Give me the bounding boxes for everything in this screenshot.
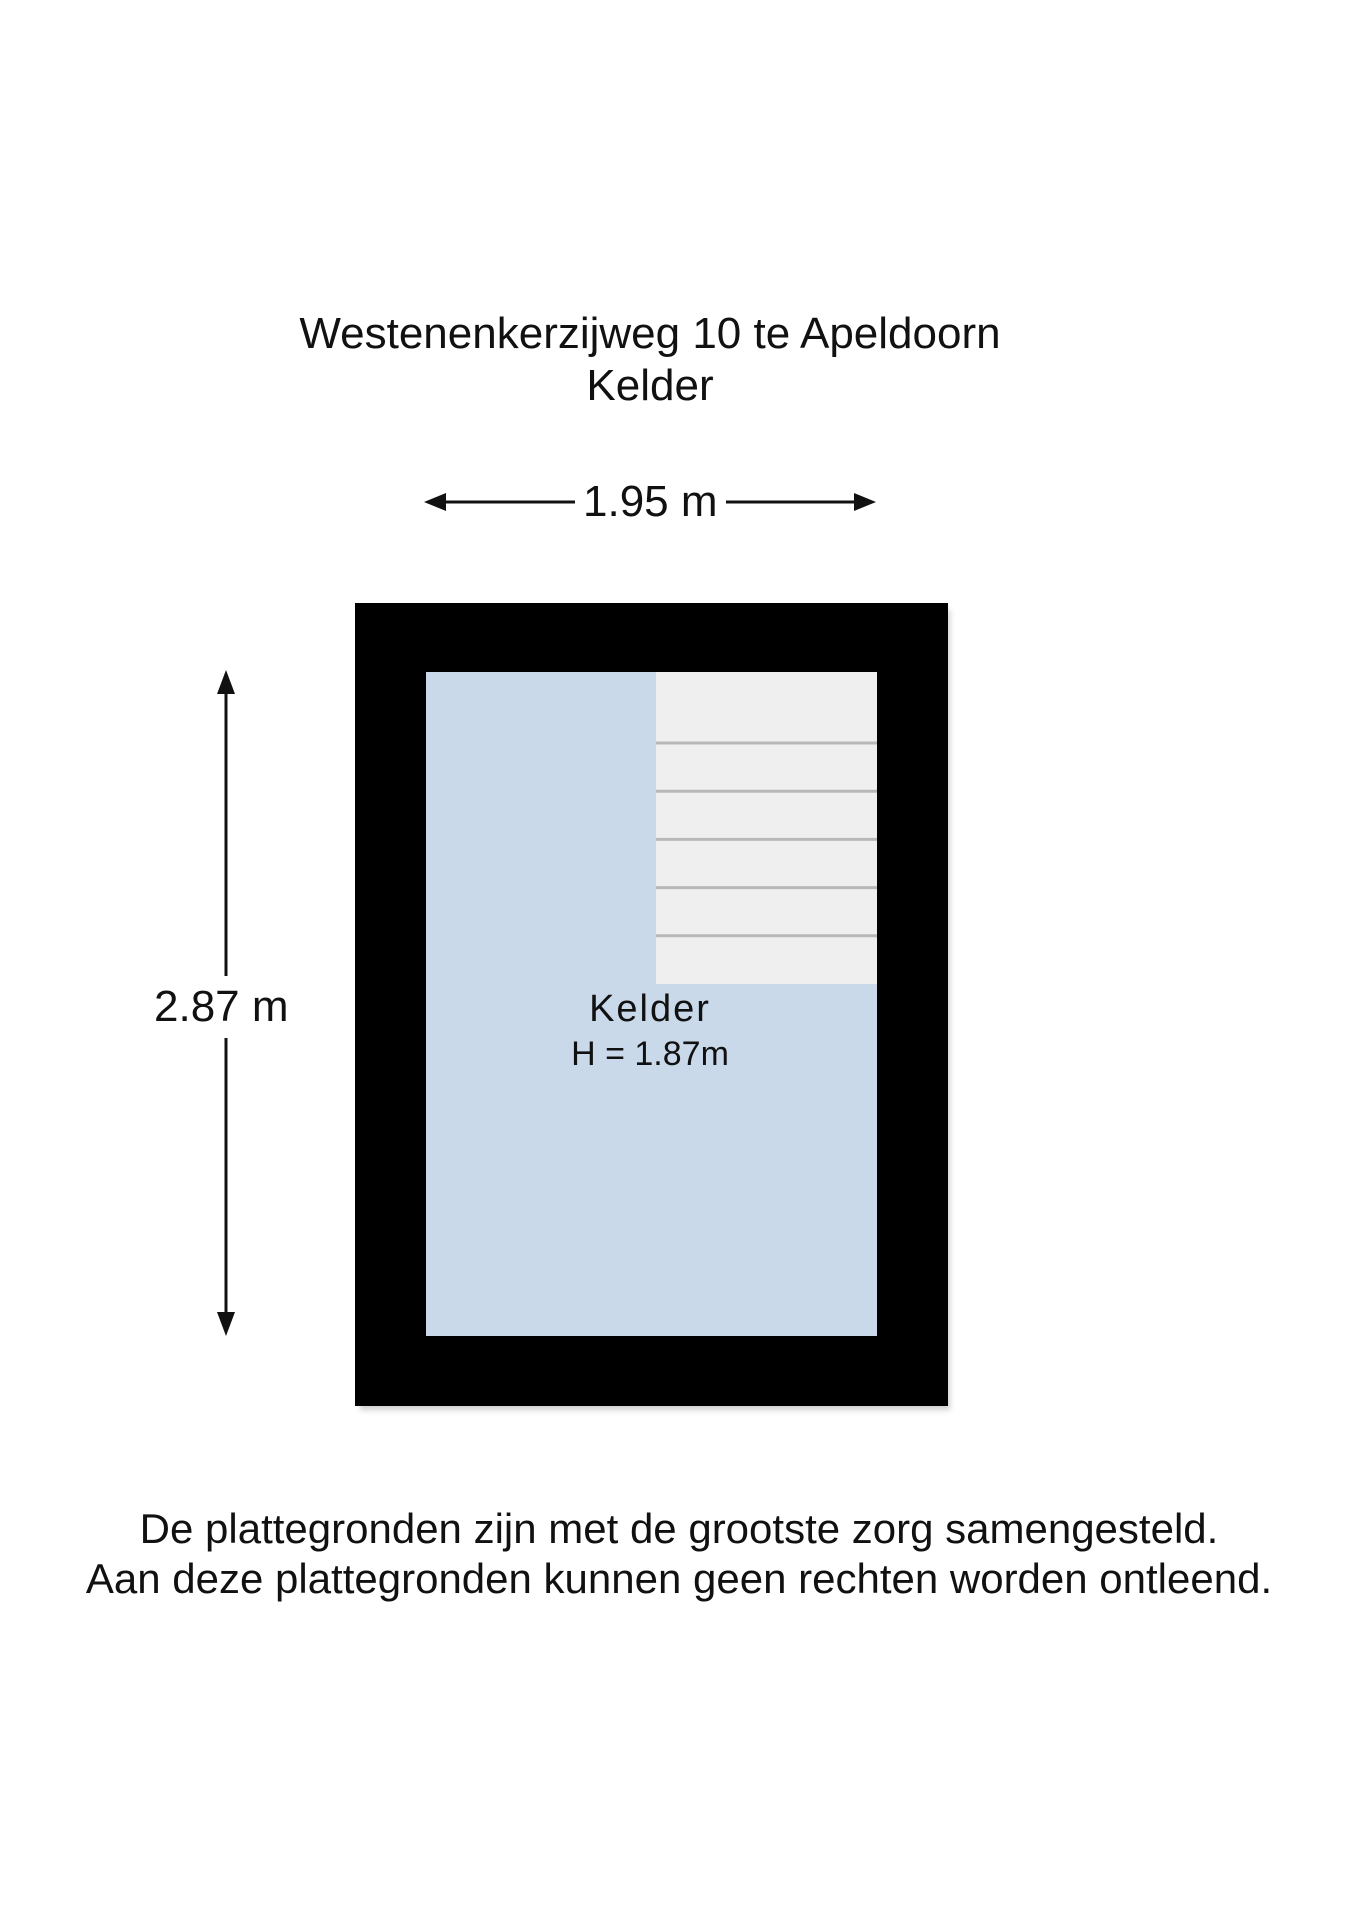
arrow-right-icon xyxy=(854,493,876,511)
arrow-down-icon xyxy=(217,1312,235,1336)
floor-title: Kelder xyxy=(586,361,714,410)
arrow-left-icon xyxy=(424,493,446,511)
disclaimer xyxy=(0,1504,1358,1604)
disclaimer-line-1: De plattegronden zijn met de grootste zorg samengesteld. xyxy=(139,1505,1219,1552)
height-dimension-label: 2.87 m xyxy=(154,976,289,1038)
disclaimer-line-2: Aan deze plattegronden kunnen geen rechten worden ontleend. xyxy=(85,1555,1273,1602)
room-name-label: Kelder xyxy=(589,988,711,1030)
width-dimension-label: 1.95 m xyxy=(575,477,726,527)
arrow-up-icon xyxy=(217,670,235,694)
room-height-label: H = 1.87m xyxy=(571,1035,729,1073)
staircase xyxy=(656,672,877,984)
address-title: Westenenkerzijweg 10 te Apeldoorn xyxy=(299,309,1001,358)
